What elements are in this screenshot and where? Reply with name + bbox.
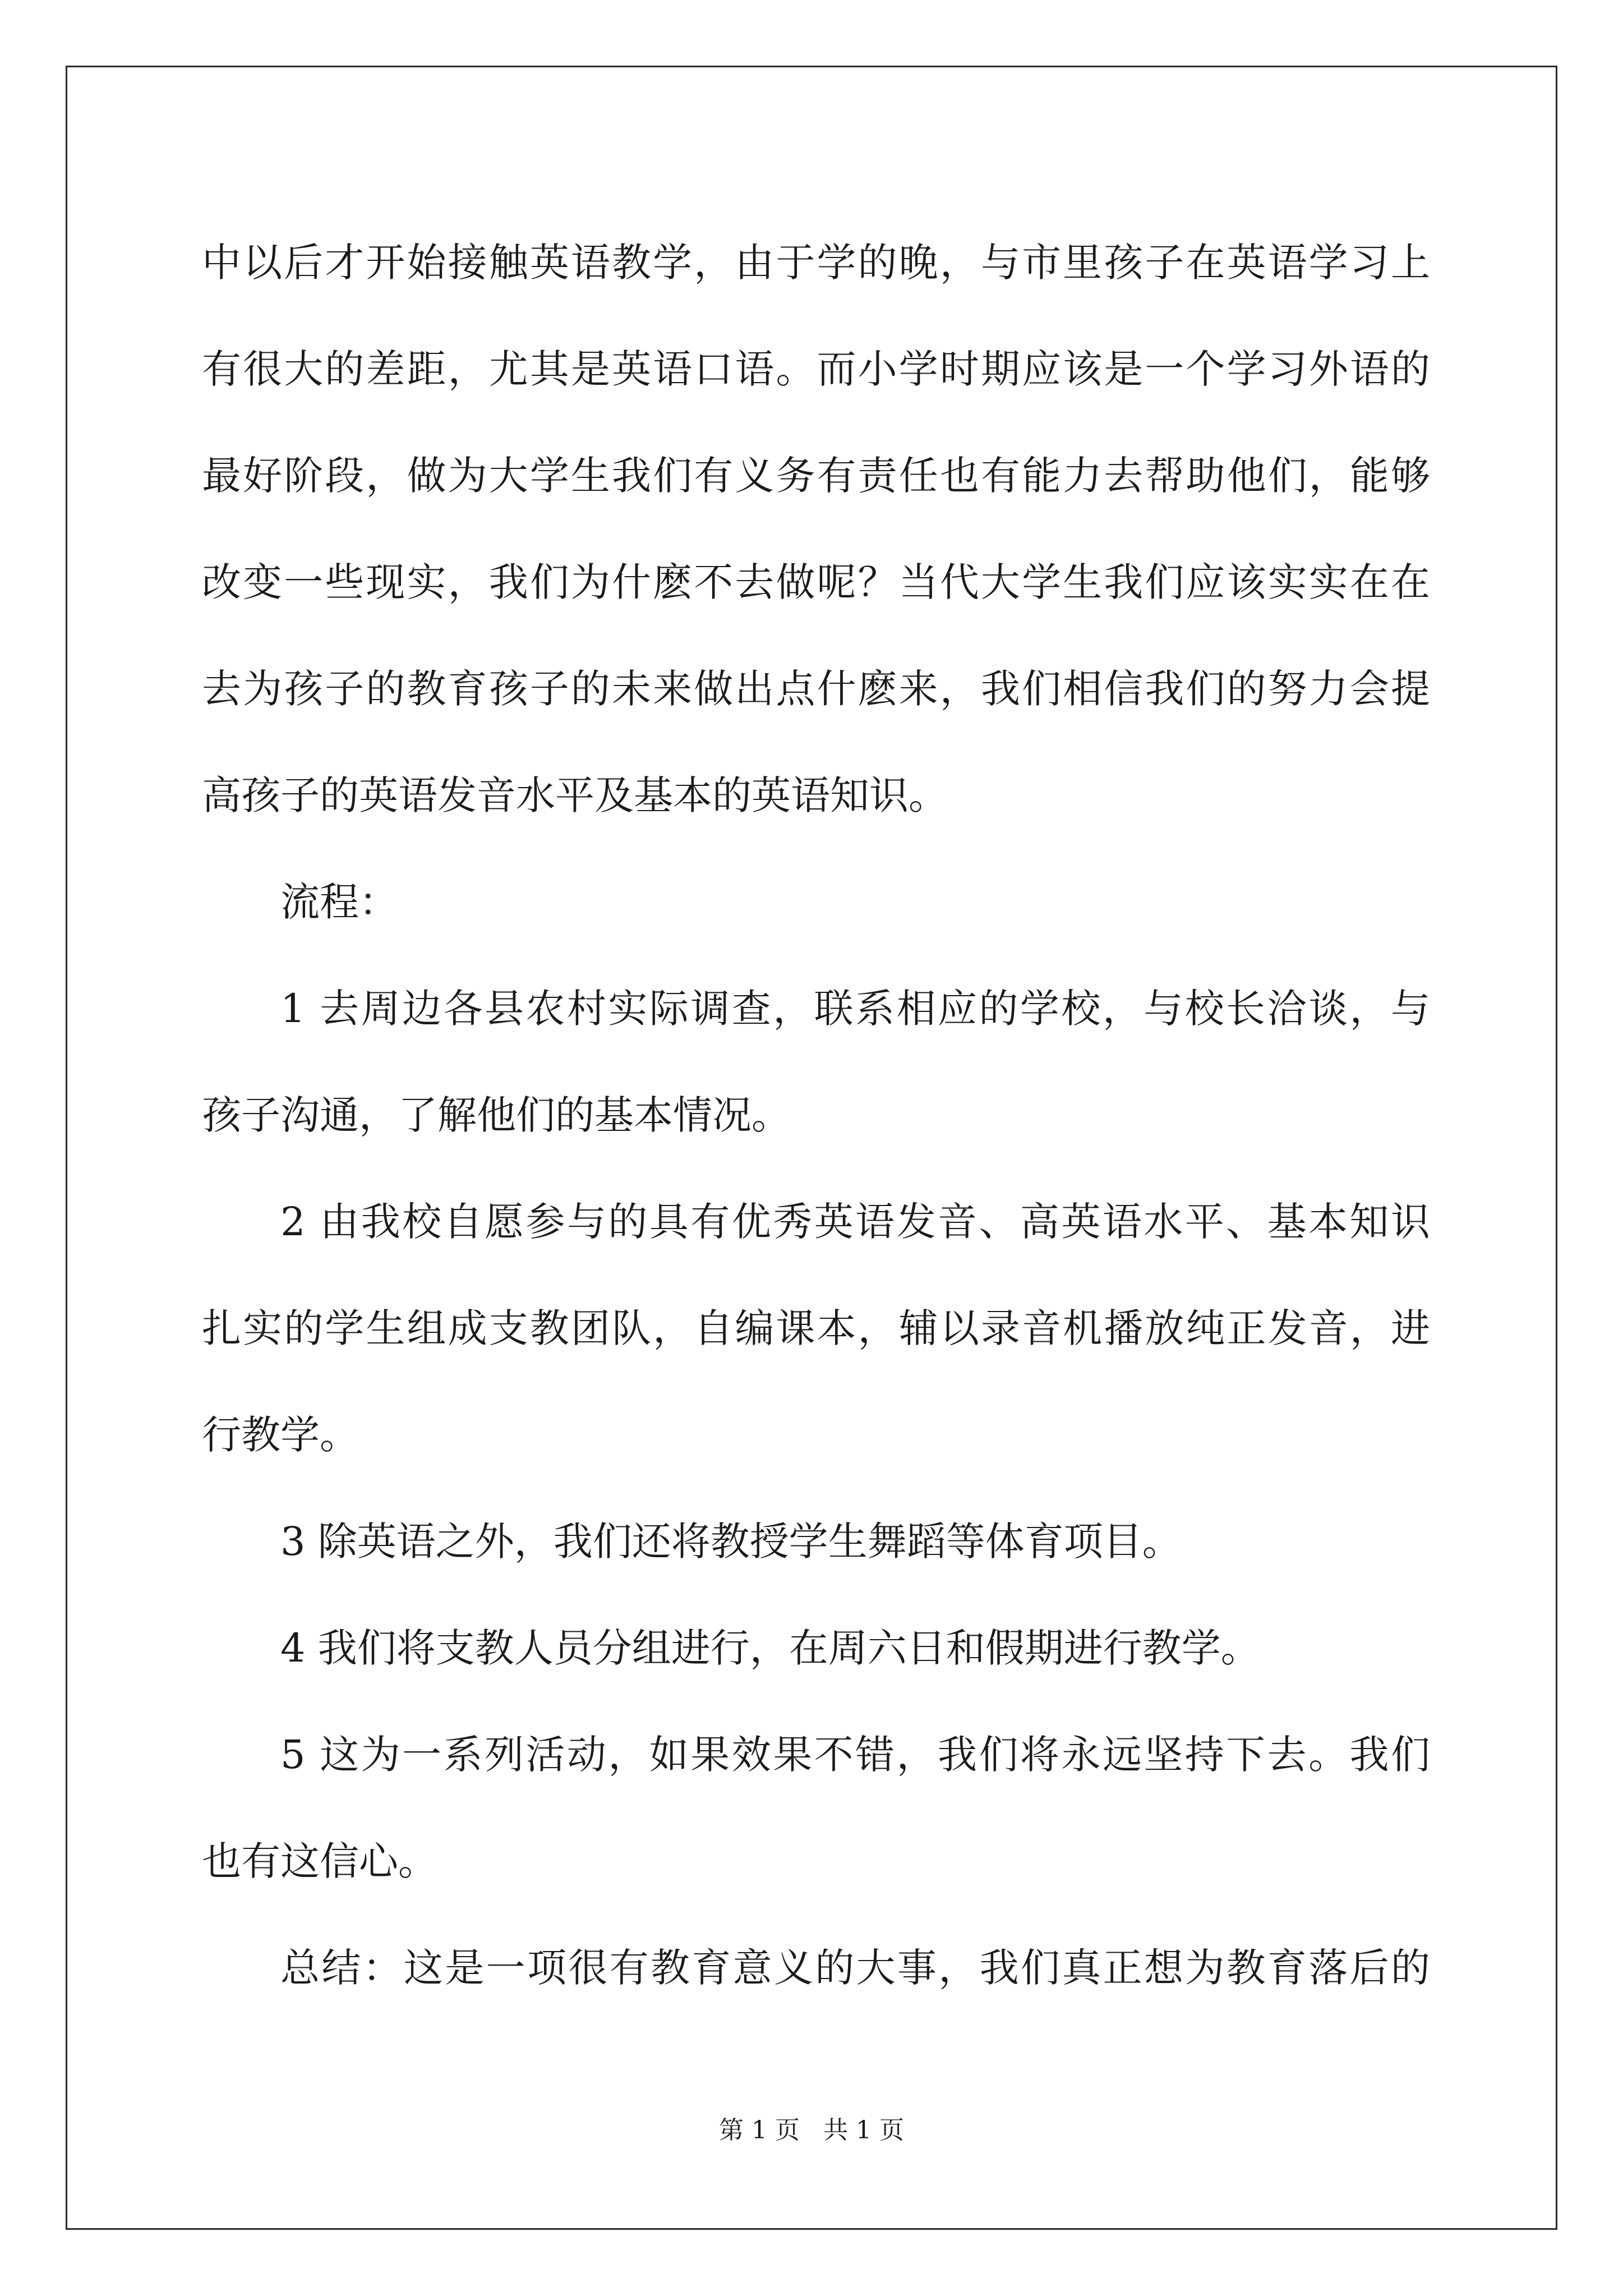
document-body	[202, 209, 1430, 2021]
text-line: 行教学。	[202, 1412, 359, 1458]
text-line: 最好阶段，做为大学生我们有义务有责任也有能力去帮助他们，能够	[202, 453, 1430, 499]
text-line: 扎实的学生组成支教团队，自编课本，辅以录音机播放纯正发音，进	[202, 1305, 1430, 1351]
text-line: 3 除英语之外，我们还将教授学生舞蹈等体育项目。	[280, 1519, 1182, 1565]
text-line: 也有这信心。	[202, 1838, 437, 1884]
page-number-footer: 第 1 页 共 1 页	[719, 2116, 904, 2145]
text-line: 有很大的差距，尤其是英语口语。而小学时期应该是一个学习外语的	[202, 346, 1430, 392]
text-line: 中以后才开始接触英语教学，由于学的晚，与市里孩子在英语学习上	[202, 240, 1430, 286]
text-line: 去为孩子的教育孩子的未来做出点什麽来，我们相信我们的努力会提	[202, 666, 1430, 712]
text-line: 总结：这是一项很有教育意义的大事，我们真正想为教育落后的	[280, 1945, 1430, 1991]
text-line: 5 这为一系列活动，如果效果不错，我们将永远坚持下去。我们	[280, 1732, 1430, 1778]
text-line: 2 由我校自愿参与的具有优秀英语发音、高英语水平、基本知识	[280, 1199, 1430, 1245]
text-line: 改变一些现实，我们为什麽不去做呢？当代大学生我们应该实实在在	[202, 559, 1430, 605]
text-line: 1 去周边各县农村实际调查，联系相应的学校，与校长洽谈，与	[280, 986, 1430, 1032]
section-heading: 流程：	[280, 879, 398, 925]
text-line: 孩子沟通，了解他们的基本情况。	[202, 1092, 791, 1138]
text-line: 高孩子的英语发音水平及基本的英语知识。	[202, 772, 948, 818]
text-line: 4 我们将支教人员分组进行，在周六日和假期进行教学。	[280, 1625, 1260, 1671]
